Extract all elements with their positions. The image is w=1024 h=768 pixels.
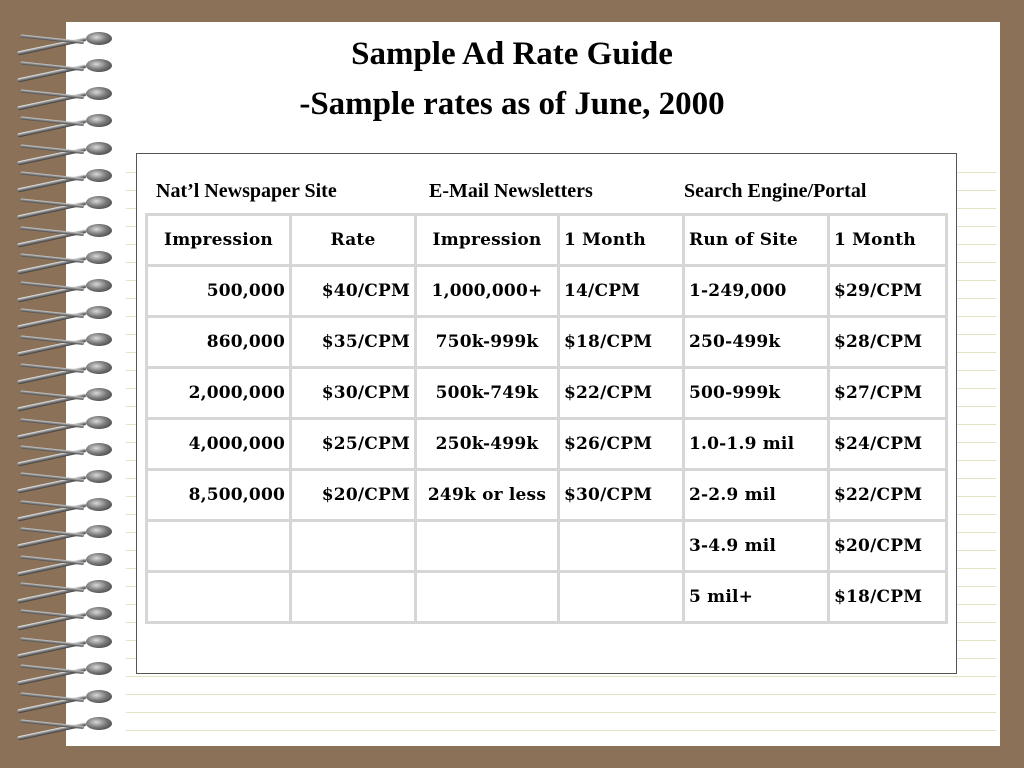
table-cell: 4,000,000	[147, 419, 291, 470]
table-cell	[559, 572, 684, 623]
table-cell: 14/CPM	[559, 266, 684, 317]
table-cell: 2,000,000	[147, 368, 291, 419]
table-cell: 500,000	[147, 266, 291, 317]
spiral-ring-icon	[6, 306, 116, 320]
ruled-line	[126, 694, 996, 695]
table-row	[147, 368, 947, 419]
table-row	[147, 470, 947, 521]
table-cell: 750k-999k	[416, 317, 559, 368]
table-cell: $40/CPM	[291, 266, 416, 317]
table-cell	[291, 572, 416, 623]
section-heading-search: Search Engine/Portal	[684, 180, 867, 202]
spiral-ring-icon	[6, 142, 116, 156]
spiral-ring-icon	[6, 525, 116, 539]
table-cell: 249k or less	[416, 470, 559, 521]
table-cell: $28/CPM	[829, 317, 947, 368]
table-cell: $22/CPM	[559, 368, 684, 419]
table-cell: 8,500,000	[147, 470, 291, 521]
table-cell: $27/CPM	[829, 368, 947, 419]
table-cell: 3-4.9 mil	[684, 521, 829, 572]
table-row	[147, 317, 947, 368]
spiral-ring-icon	[6, 416, 116, 430]
spiral-ring-icon	[6, 251, 116, 265]
table-cell: 500-999k	[684, 368, 829, 419]
table-cell: 1,000,000+	[416, 266, 559, 317]
page-subtitle: -Sample rates as of June, 2000	[299, 86, 725, 122]
spiral-ring-icon	[6, 388, 116, 402]
table-cell: $18/CPM	[559, 317, 684, 368]
table-cell	[416, 572, 559, 623]
table-cell: $20/CPM	[291, 470, 416, 521]
table-cell: $35/CPM	[291, 317, 416, 368]
column-header: 1 Month	[559, 215, 684, 266]
table-row	[147, 419, 947, 470]
spiral-ring-icon	[6, 196, 116, 210]
spiral-ring-icon	[6, 443, 116, 457]
table-row	[147, 572, 947, 623]
spiral-ring-icon	[6, 333, 116, 347]
section-heading-newsletters: E-Mail Newsletters	[429, 180, 593, 202]
spiral-ring-icon	[6, 607, 116, 621]
table-cell: $25/CPM	[291, 419, 416, 470]
spiral-ring-icon	[6, 279, 116, 293]
spiral-ring-icon	[6, 717, 116, 731]
table-cell: $30/CPM	[559, 470, 684, 521]
spiral-ring-icon	[6, 361, 116, 375]
table-cell: $26/CPM	[559, 419, 684, 470]
column-header: Impression	[416, 215, 559, 266]
table-cell: 250-499k	[684, 317, 829, 368]
column-header: Impression	[147, 215, 291, 266]
table-cell: $18/CPM	[829, 572, 947, 623]
table-cell: $29/CPM	[829, 266, 947, 317]
table-cell: $24/CPM	[829, 419, 947, 470]
ad-rate-table	[145, 213, 948, 624]
spiral-ring-icon	[6, 498, 116, 512]
column-header: Rate	[291, 215, 416, 266]
page-title: Sample Ad Rate Guide	[351, 36, 673, 72]
table-cell: 1.0-1.9 mil	[684, 419, 829, 470]
table-cell: $20/CPM	[829, 521, 947, 572]
table-cell	[416, 521, 559, 572]
table-cell	[147, 521, 291, 572]
ruled-line	[126, 676, 996, 677]
ruled-line	[126, 730, 996, 731]
table-cell	[147, 572, 291, 623]
table-cell: 1-249,000	[684, 266, 829, 317]
spiral-ring-icon	[6, 662, 116, 676]
table-row	[147, 266, 947, 317]
spiral-ring-icon	[6, 470, 116, 484]
table-cell: $22/CPM	[829, 470, 947, 521]
column-header: 1 Month	[829, 215, 947, 266]
table-cell: 250k-499k	[416, 419, 559, 470]
table-cell	[559, 521, 684, 572]
spiral-ring-icon	[6, 224, 116, 238]
column-header: Run of Site	[684, 215, 829, 266]
table-cell: 860,000	[147, 317, 291, 368]
table-cell	[291, 521, 416, 572]
table-header-row	[147, 215, 947, 266]
spiral-ring-icon	[6, 690, 116, 704]
table-cell: 2-2.9 mil	[684, 470, 829, 521]
ruled-line	[126, 712, 996, 713]
spiral-ring-icon	[6, 553, 116, 567]
spiral-ring-icon	[6, 635, 116, 649]
table-cell: $30/CPM	[291, 368, 416, 419]
table-row	[147, 521, 947, 572]
table-cell: 500k-749k	[416, 368, 559, 419]
spiral-ring-icon	[6, 169, 116, 183]
section-heading-newspaper: Nat’l Newspaper Site	[156, 180, 337, 202]
table-cell: 5 mil+	[684, 572, 829, 623]
spiral-ring-icon	[6, 580, 116, 594]
